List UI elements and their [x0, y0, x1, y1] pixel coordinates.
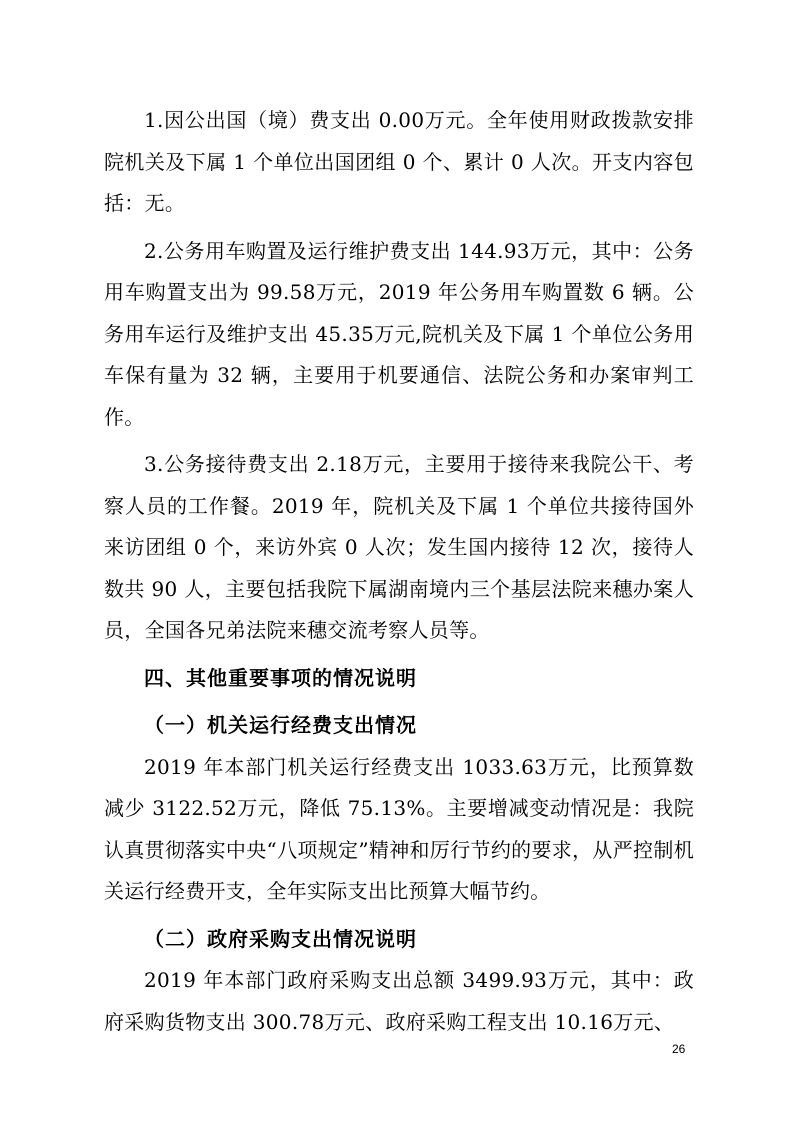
subsection-heading-procurement: （二）政府采购支出情况说明: [144, 926, 417, 951]
paragraph-official-vehicles: 2.公务用车购置及运行维护费支出 144.93万元，其中：公务用车购置支出为 99.58万元，2019 年公务用车购置数 6 辆。公务用车运行及维护支出 45.35万元,院机关及下属 1 个单位公务用车保有量为 32 辆，主要用于机要通信、法院公务和办案审判工作。: [104, 238, 694, 429]
section-heading-other-matters: 四、其他重要事项的情况说明: [144, 665, 417, 690]
subsection-heading-operating-expenses: （一）机关运行经费支出情况: [144, 713, 417, 737]
page-body: [104, 100, 694, 1043]
paragraph-operating-expenses: 2019 年本部门机关运行经费支出 1033.63万元，比预算数减少 3122.52万元，降低 75.13%。主要增减变动情况是：我院认真贯彻落实中央“八项规定”精神和厉行节约的要求，从严控制机关运行经费开支，全年实际支出比预算大幅节约。: [104, 754, 694, 903]
paragraph-procurement: 2019 年本部门政府采购支出总额 3499.93万元，其中：政府采购货物支出 300.78万元、政府采购工程支出 10.16万元、: [104, 968, 694, 1034]
page-number: 26: [672, 1042, 686, 1056]
paragraph-outbound-travel: 1.因公出国（境）费支出 0.00万元。全年使用财政拨款安排院机关及下属 1 个单位出国团组 0 个、累计 0 人次。开支内容包括：无。: [104, 108, 694, 215]
paragraph-official-reception: 3.公务接待费支出 2.18万元，主要用于接待来我院公干、考察人员的工作餐。2019 年，院机关及下属 1 个单位共接待国外来访团组 0 个，来访外宾 0 人次；发生国内接待 12 次，接待人数共 90 人，主要包括我院下属湖南境内三个基层法院来穗办案人员，全国各兄弟法院来穗交流考察人员等。: [104, 452, 694, 642]
